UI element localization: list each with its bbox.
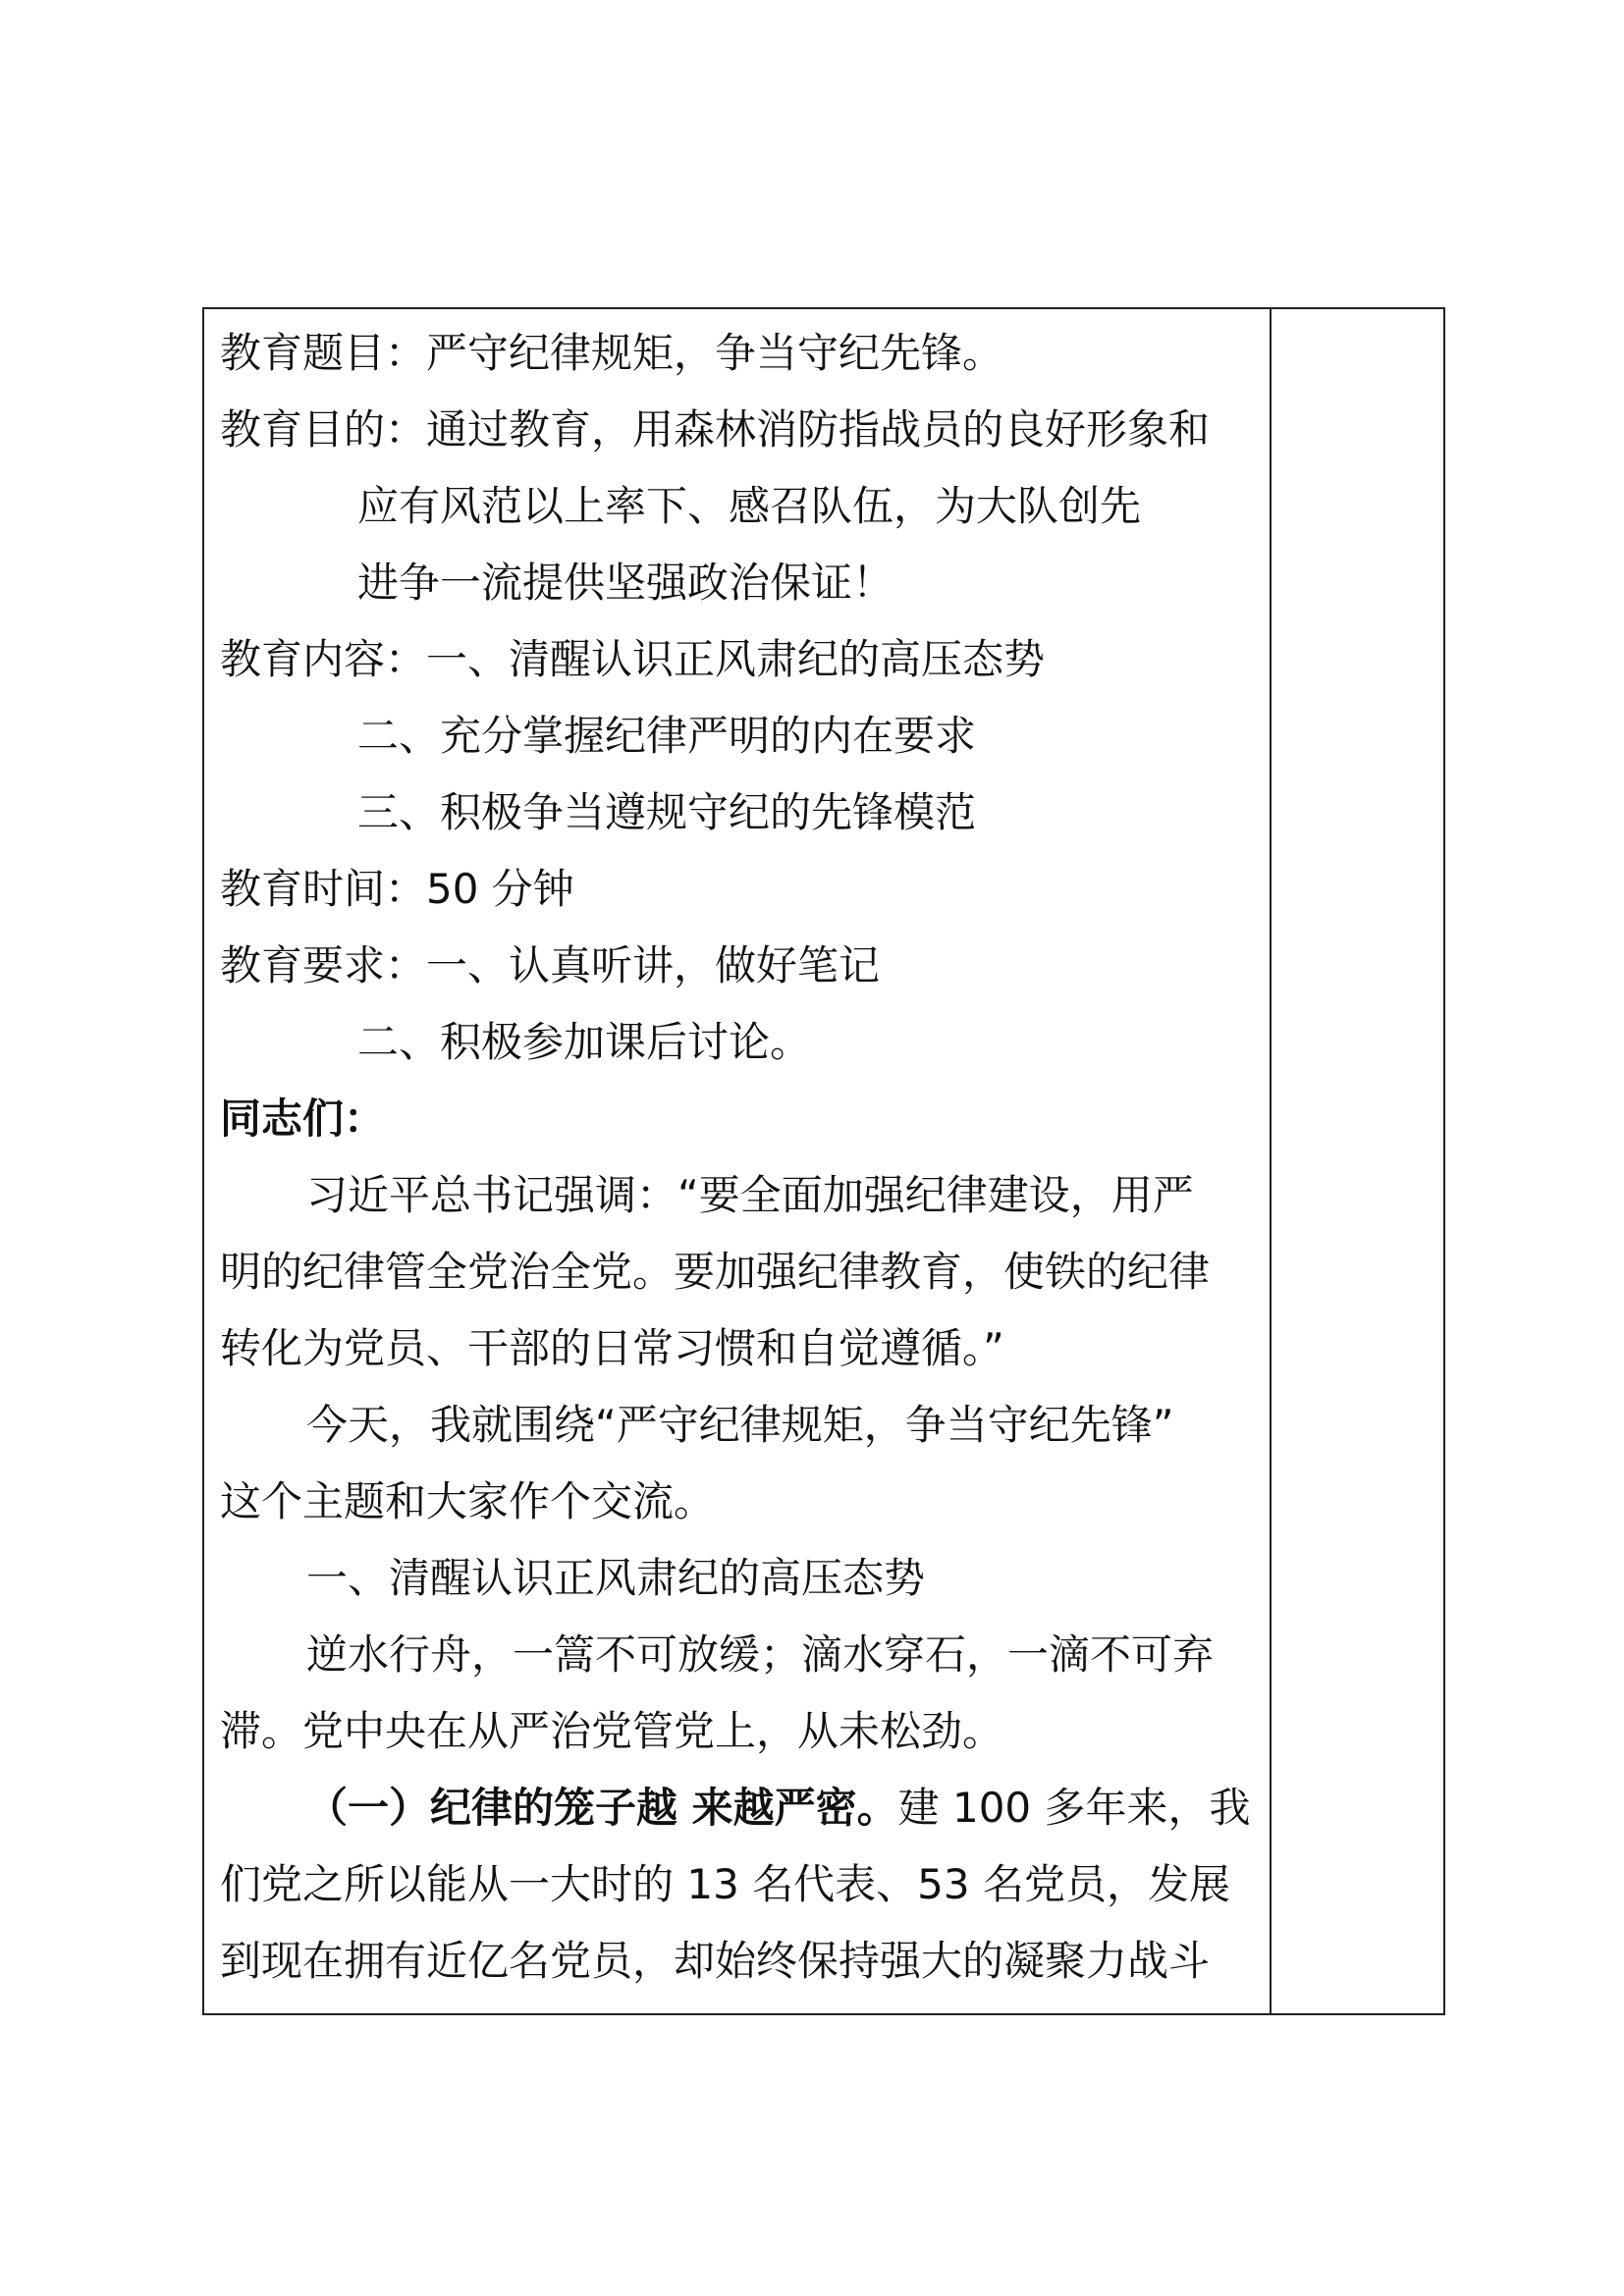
paragraph-4-line-1-text: 建 100 多年来，我 <box>897 1784 1251 1832</box>
purpose-line-1: 教育目的：通过教育，用森林消防指战员的良好形象和 <box>220 405 1211 454</box>
purpose-line-2: 应有风范以上率下、感召队伍，为大队创先 <box>357 482 1142 530</box>
paragraph-1-line-1: 习近平总书记强调：“要全面加强纪律建设，用严 <box>306 1171 1194 1219</box>
section-heading-1: 一、清醒认识正风肃纪的高压态势 <box>306 1554 926 1602</box>
content-line-1: 教育内容：一、清醒认识正风肃纪的高压态势 <box>220 635 1046 683</box>
purpose-line-3: 进争一流提供坚强政治保证！ <box>357 559 894 607</box>
document-table <box>202 307 1445 2015</box>
requirement-line-2: 二、积极参加课后讨论。 <box>357 1018 812 1066</box>
paragraph-2-line-1: 今天，我就围绕“严守纪律规矩，争当守纪先锋” <box>306 1401 1174 1449</box>
paragraph-2-line-2: 这个主题和大家作个交流。 <box>220 1477 716 1525</box>
topic-line: 教育题目：严守纪律规矩，争当守纪先锋。 <box>220 329 1004 377</box>
paragraph-1-line-3: 转化为党员、干部的日常习惯和自觉遵循。” <box>220 1324 1004 1372</box>
paragraph-1-line-2: 明的纪律管全党治全党。要加强纪律教育，使铁的纪律 <box>220 1248 1211 1296</box>
paragraph-3-line-2: 滞。党中央在从严治党管党上，从未松劲。 <box>220 1707 1004 1755</box>
requirement-line-1: 教育要求：一、认真听讲，做好笔记 <box>220 941 881 989</box>
paragraph-3-line-1: 逆水行舟，一篙不可放缓；滴水穿石，一滴不可弃 <box>306 1630 1215 1679</box>
time-line: 教育时间：50 分钟 <box>220 865 574 913</box>
paragraph-4-line-2: 们党之所以能从一大时的 13 名代表、53 名党员，发展 <box>220 1860 1230 1908</box>
column-divider <box>1270 309 1272 2013</box>
content-line-2: 二、充分掌握纪律严明的内在要求 <box>357 712 977 760</box>
paragraph-4-line-3: 到现在拥有近亿名党员，却始终保持强大的凝聚力战斗 <box>220 1937 1211 1985</box>
paragraph-4-line-1 <box>306 1784 1251 1832</box>
salutation: 同志们： <box>220 1095 386 1143</box>
content-line-3: 三、积极争当遵规守纪的先锋模范 <box>357 788 977 836</box>
subsection-heading-1: （一）纪律的笼子越 来越严密。 <box>306 1784 898 1832</box>
